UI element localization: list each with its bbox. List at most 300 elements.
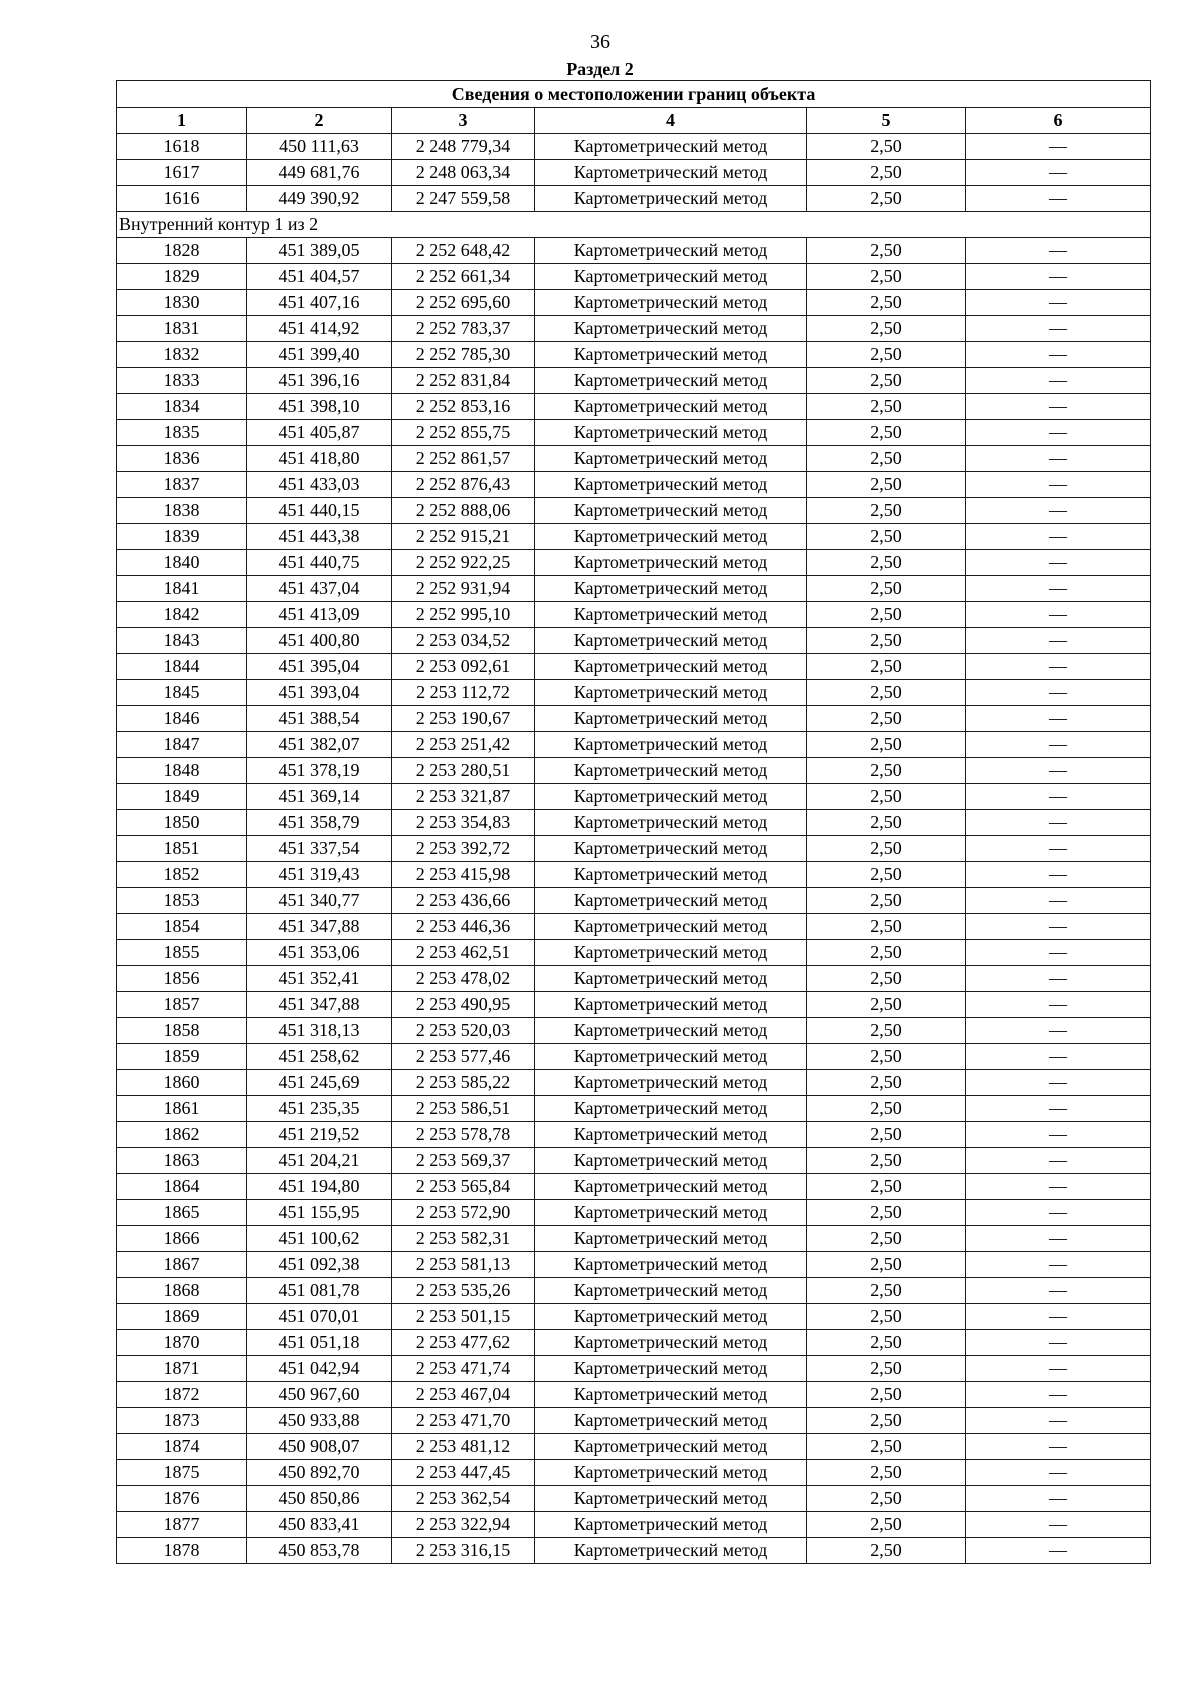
y-coordinate-cell: 2 253 316,15: [392, 1538, 535, 1564]
method-cell: Картометрический метод: [535, 342, 807, 368]
accuracy-cell: 2,50: [807, 784, 966, 810]
contour-section: [117, 212, 1151, 238]
description-cell: —: [966, 238, 1151, 264]
accuracy-cell: 2,50: [807, 160, 966, 186]
method-cell: Картометрический метод: [535, 628, 807, 654]
accuracy-cell: 2,50: [807, 1148, 966, 1174]
x-coordinate-cell: 451 235,35: [247, 1096, 392, 1122]
table-row: [117, 264, 1151, 290]
method-cell: Картометрический метод: [535, 576, 807, 602]
table-row: [117, 1434, 1151, 1460]
table-row: [117, 368, 1151, 394]
x-coordinate-cell: 451 051,18: [247, 1330, 392, 1356]
point-number-cell: 1829: [117, 264, 247, 290]
accuracy-cell: 2,50: [807, 914, 966, 940]
contour-label-row: [117, 212, 1151, 238]
method-cell: Картометрический метод: [535, 368, 807, 394]
method-cell: Картометрический метод: [535, 1356, 807, 1382]
description-cell: —: [966, 602, 1151, 628]
y-coordinate-cell: 2 247 559,58: [392, 186, 535, 212]
accuracy-cell: 2,50: [807, 758, 966, 784]
y-coordinate-cell: 2 253 322,94: [392, 1512, 535, 1538]
description-cell: —: [966, 1018, 1151, 1044]
table-row: [117, 238, 1151, 264]
point-number-cell: 1832: [117, 342, 247, 368]
method-cell: Картометрический метод: [535, 992, 807, 1018]
description-cell: —: [966, 1252, 1151, 1278]
method-cell: Картометрический метод: [535, 966, 807, 992]
x-coordinate-cell: 451 353,06: [247, 940, 392, 966]
point-number-cell: 1830: [117, 290, 247, 316]
x-coordinate-cell: 451 319,43: [247, 862, 392, 888]
accuracy-cell: 2,50: [807, 1486, 966, 1512]
description-cell: —: [966, 1044, 1151, 1070]
y-coordinate-cell: 2 253 520,03: [392, 1018, 535, 1044]
y-coordinate-cell: 2 253 565,84: [392, 1174, 535, 1200]
description-cell: —: [966, 186, 1151, 212]
description-cell: —: [966, 732, 1151, 758]
description-cell: —: [966, 1330, 1151, 1356]
accuracy-cell: 2,50: [807, 992, 966, 1018]
accuracy-cell: 2,50: [807, 1512, 966, 1538]
table-row: [117, 628, 1151, 654]
accuracy-cell: 2,50: [807, 420, 966, 446]
table-row: [117, 1382, 1151, 1408]
y-coordinate-cell: 2 252 785,30: [392, 342, 535, 368]
table-row: [117, 680, 1151, 706]
method-cell: Картометрический метод: [535, 680, 807, 706]
description-cell: —: [966, 420, 1151, 446]
description-cell: —: [966, 1070, 1151, 1096]
description-cell: —: [966, 628, 1151, 654]
point-number-cell: 1875: [117, 1460, 247, 1486]
accuracy-cell: 2,50: [807, 1252, 966, 1278]
y-coordinate-cell: 2 248 779,34: [392, 134, 535, 160]
table-row: [117, 836, 1151, 862]
table-row: [117, 1486, 1151, 1512]
y-coordinate-cell: 2 252 888,06: [392, 498, 535, 524]
point-number-cell: 1876: [117, 1486, 247, 1512]
x-coordinate-cell: 451 340,77: [247, 888, 392, 914]
method-cell: Картометрический метод: [535, 810, 807, 836]
description-cell: —: [966, 1278, 1151, 1304]
point-number-cell: 1864: [117, 1174, 247, 1200]
description-cell: —: [966, 1486, 1151, 1512]
page-number: 36: [590, 31, 610, 53]
contour-label: Внутренний контур 1 из 2: [117, 212, 1151, 238]
y-coordinate-cell: 2 252 922,25: [392, 550, 535, 576]
accuracy-cell: 2,50: [807, 966, 966, 992]
y-coordinate-cell: 2 253 577,46: [392, 1044, 535, 1070]
y-coordinate-cell: 2 252 831,84: [392, 368, 535, 394]
x-coordinate-cell: 451 042,94: [247, 1356, 392, 1382]
table-row: [117, 1122, 1151, 1148]
table-row: [117, 784, 1151, 810]
accuracy-cell: 2,50: [807, 836, 966, 862]
method-cell: Картометрический метод: [535, 1070, 807, 1096]
method-cell: Картометрический метод: [535, 888, 807, 914]
column-header: 2: [247, 108, 392, 134]
table-caption: Сведения о местоположении границ объекта: [117, 81, 1151, 108]
method-cell: Картометрический метод: [535, 758, 807, 784]
method-cell: Картометрический метод: [535, 1408, 807, 1434]
point-number-cell: 1837: [117, 472, 247, 498]
accuracy-cell: 2,50: [807, 1382, 966, 1408]
method-cell: Картометрический метод: [535, 914, 807, 940]
accuracy-cell: 2,50: [807, 316, 966, 342]
point-number-cell: 1872: [117, 1382, 247, 1408]
table-row: [117, 654, 1151, 680]
y-coordinate-cell: 2 253 578,78: [392, 1122, 535, 1148]
point-number-cell: 1861: [117, 1096, 247, 1122]
table-row: [117, 394, 1151, 420]
method-cell: Картометрический метод: [535, 316, 807, 342]
accuracy-cell: 2,50: [807, 134, 966, 160]
accuracy-cell: 2,50: [807, 264, 966, 290]
x-coordinate-cell: 450 833,41: [247, 1512, 392, 1538]
y-coordinate-cell: 2 253 478,02: [392, 966, 535, 992]
description-cell: —: [966, 160, 1151, 186]
x-coordinate-cell: 451 400,80: [247, 628, 392, 654]
x-coordinate-cell: 451 194,80: [247, 1174, 392, 1200]
description-cell: —: [966, 1512, 1151, 1538]
table-row: [117, 966, 1151, 992]
accuracy-cell: 2,50: [807, 1070, 966, 1096]
table-row: [117, 1278, 1151, 1304]
description-cell: —: [966, 992, 1151, 1018]
y-coordinate-cell: 2 253 092,61: [392, 654, 535, 680]
x-coordinate-cell: 451 378,19: [247, 758, 392, 784]
x-coordinate-cell: 451 369,14: [247, 784, 392, 810]
y-coordinate-cell: 2 253 112,72: [392, 680, 535, 706]
y-coordinate-cell: 2 252 648,42: [392, 238, 535, 264]
table-row: [117, 1330, 1151, 1356]
table-row: [117, 1408, 1151, 1434]
method-cell: Картометрический метод: [535, 1200, 807, 1226]
x-coordinate-cell: 451 393,04: [247, 680, 392, 706]
point-number-cell: 1852: [117, 862, 247, 888]
method-cell: Картометрический метод: [535, 420, 807, 446]
method-cell: Картометрический метод: [535, 654, 807, 680]
y-coordinate-cell: 2 253 501,15: [392, 1304, 535, 1330]
table-row: [117, 186, 1151, 212]
y-coordinate-cell: 2 253 462,51: [392, 940, 535, 966]
table-row: [117, 914, 1151, 940]
description-cell: —: [966, 316, 1151, 342]
point-number-cell: 1617: [117, 160, 247, 186]
point-number-cell: 1840: [117, 550, 247, 576]
accuracy-cell: 2,50: [807, 732, 966, 758]
table-row: [117, 134, 1151, 160]
point-number-cell: 1836: [117, 446, 247, 472]
table-caption-row: [117, 81, 1151, 108]
x-coordinate-cell: 451 414,92: [247, 316, 392, 342]
x-coordinate-cell: 450 908,07: [247, 1434, 392, 1460]
table-row: [117, 732, 1151, 758]
table-row: [117, 940, 1151, 966]
description-cell: —: [966, 1200, 1151, 1226]
y-coordinate-cell: 2 252 695,60: [392, 290, 535, 316]
point-number-cell: 1848: [117, 758, 247, 784]
accuracy-cell: 2,50: [807, 1356, 966, 1382]
table-row: [117, 342, 1151, 368]
description-cell: —: [966, 576, 1151, 602]
boundary-coordinates-table: [116, 80, 1151, 1564]
method-cell: Картометрический метод: [535, 1044, 807, 1070]
point-number-cell: 1873: [117, 1408, 247, 1434]
table-row: [117, 420, 1151, 446]
x-coordinate-cell: 451 258,62: [247, 1044, 392, 1070]
point-number-cell: 1874: [117, 1434, 247, 1460]
table-row: [117, 316, 1151, 342]
method-cell: Картометрический метод: [535, 1252, 807, 1278]
y-coordinate-cell: 2 253 392,72: [392, 836, 535, 862]
accuracy-cell: 2,50: [807, 1434, 966, 1460]
x-coordinate-cell: 451 407,16: [247, 290, 392, 316]
accuracy-cell: 2,50: [807, 1330, 966, 1356]
x-coordinate-cell: 451 100,62: [247, 1226, 392, 1252]
table-row: [117, 992, 1151, 1018]
description-cell: —: [966, 1382, 1151, 1408]
accuracy-cell: 2,50: [807, 1200, 966, 1226]
x-coordinate-cell: 451 219,52: [247, 1122, 392, 1148]
accuracy-cell: 2,50: [807, 1018, 966, 1044]
y-coordinate-cell: 2 252 855,75: [392, 420, 535, 446]
point-number-cell: 1841: [117, 576, 247, 602]
table-row: [117, 888, 1151, 914]
point-number-cell: 1849: [117, 784, 247, 810]
accuracy-cell: 2,50: [807, 602, 966, 628]
x-coordinate-cell: 450 933,88: [247, 1408, 392, 1434]
accuracy-cell: 2,50: [807, 1044, 966, 1070]
y-coordinate-cell: 2 253 477,62: [392, 1330, 535, 1356]
method-cell: Картометрический метод: [535, 940, 807, 966]
description-cell: —: [966, 550, 1151, 576]
x-coordinate-cell: 451 070,01: [247, 1304, 392, 1330]
description-cell: —: [966, 1356, 1151, 1382]
description-cell: —: [966, 680, 1151, 706]
method-cell: Картометрический метод: [535, 472, 807, 498]
description-cell: —: [966, 524, 1151, 550]
table-row: [117, 706, 1151, 732]
y-coordinate-cell: 2 252 661,34: [392, 264, 535, 290]
x-coordinate-cell: 451 245,69: [247, 1070, 392, 1096]
y-coordinate-cell: 2 253 190,67: [392, 706, 535, 732]
accuracy-cell: 2,50: [807, 238, 966, 264]
x-coordinate-cell: 451 389,05: [247, 238, 392, 264]
accuracy-cell: 2,50: [807, 810, 966, 836]
y-coordinate-cell: 2 253 321,87: [392, 784, 535, 810]
accuracy-cell: 2,50: [807, 1460, 966, 1486]
description-cell: —: [966, 1096, 1151, 1122]
description-cell: —: [966, 1408, 1151, 1434]
point-number-cell: 1863: [117, 1148, 247, 1174]
accuracy-cell: 2,50: [807, 680, 966, 706]
y-coordinate-cell: 2 253 490,95: [392, 992, 535, 1018]
point-number-cell: 1839: [117, 524, 247, 550]
description-cell: —: [966, 914, 1151, 940]
method-cell: Картометрический метод: [535, 1486, 807, 1512]
table-row: [117, 1148, 1151, 1174]
description-cell: —: [966, 1460, 1151, 1486]
y-coordinate-cell: 2 252 995,10: [392, 602, 535, 628]
description-cell: —: [966, 1174, 1151, 1200]
method-cell: Картометрический метод: [535, 1382, 807, 1408]
x-coordinate-cell: 451 155,95: [247, 1200, 392, 1226]
point-number-cell: 1847: [117, 732, 247, 758]
y-coordinate-cell: 2 253 362,54: [392, 1486, 535, 1512]
description-cell: —: [966, 836, 1151, 862]
x-coordinate-cell: 451 437,04: [247, 576, 392, 602]
table-row: [117, 1538, 1151, 1564]
description-cell: —: [966, 810, 1151, 836]
method-cell: Картометрический метод: [535, 836, 807, 862]
method-cell: Картометрический метод: [535, 1278, 807, 1304]
table-row: [117, 1044, 1151, 1070]
x-coordinate-cell: 451 440,15: [247, 498, 392, 524]
description-cell: —: [966, 394, 1151, 420]
point-number-cell: 1831: [117, 316, 247, 342]
x-coordinate-cell: 451 396,16: [247, 368, 392, 394]
description-cell: —: [966, 368, 1151, 394]
accuracy-cell: 2,50: [807, 524, 966, 550]
accuracy-cell: 2,50: [807, 1122, 966, 1148]
x-coordinate-cell: 451 347,88: [247, 992, 392, 1018]
accuracy-cell: 2,50: [807, 1304, 966, 1330]
accuracy-cell: 2,50: [807, 498, 966, 524]
accuracy-cell: 2,50: [807, 394, 966, 420]
y-coordinate-cell: 2 252 783,37: [392, 316, 535, 342]
x-coordinate-cell: 451 413,09: [247, 602, 392, 628]
accuracy-cell: 2,50: [807, 654, 966, 680]
point-number-cell: 1616: [117, 186, 247, 212]
description-cell: —: [966, 1538, 1151, 1564]
method-cell: Картометрический метод: [535, 264, 807, 290]
description-cell: —: [966, 1226, 1151, 1252]
method-cell: Картометрический метод: [535, 732, 807, 758]
point-number-cell: 1854: [117, 914, 247, 940]
method-cell: Картометрический метод: [535, 524, 807, 550]
x-coordinate-cell: 451 337,54: [247, 836, 392, 862]
description-cell: —: [966, 290, 1151, 316]
point-number-cell: 1845: [117, 680, 247, 706]
method-cell: Картометрический метод: [535, 1148, 807, 1174]
x-coordinate-cell: 451 382,07: [247, 732, 392, 758]
table-row: [117, 1252, 1151, 1278]
accuracy-cell: 2,50: [807, 368, 966, 394]
method-cell: Картометрический метод: [535, 160, 807, 186]
y-coordinate-cell: 2 253 034,52: [392, 628, 535, 654]
y-coordinate-cell: 2 253 447,45: [392, 1460, 535, 1486]
table-row: [117, 472, 1151, 498]
y-coordinate-cell: 2 253 481,12: [392, 1434, 535, 1460]
accuracy-cell: 2,50: [807, 862, 966, 888]
table-row: [117, 524, 1151, 550]
accuracy-cell: 2,50: [807, 290, 966, 316]
x-coordinate-cell: 449 681,76: [247, 160, 392, 186]
x-coordinate-cell: 450 111,63: [247, 134, 392, 160]
description-cell: —: [966, 654, 1151, 680]
x-coordinate-cell: 451 352,41: [247, 966, 392, 992]
point-number-cell: 1877: [117, 1512, 247, 1538]
table-row: [117, 862, 1151, 888]
method-cell: Картометрический метод: [535, 784, 807, 810]
point-number-cell: 1834: [117, 394, 247, 420]
y-coordinate-cell: 2 253 251,42: [392, 732, 535, 758]
x-coordinate-cell: 450 892,70: [247, 1460, 392, 1486]
method-cell: Картометрический метод: [535, 1122, 807, 1148]
accuracy-cell: 2,50: [807, 1278, 966, 1304]
y-coordinate-cell: 2 253 586,51: [392, 1096, 535, 1122]
method-cell: Картометрический метод: [535, 1512, 807, 1538]
description-cell: —: [966, 940, 1151, 966]
point-number-cell: 1868: [117, 1278, 247, 1304]
x-coordinate-cell: 451 204,21: [247, 1148, 392, 1174]
y-coordinate-cell: 2 253 585,22: [392, 1070, 535, 1096]
accuracy-cell: 2,50: [807, 1226, 966, 1252]
y-coordinate-cell: 2 253 415,98: [392, 862, 535, 888]
y-coordinate-cell: 2 252 861,57: [392, 446, 535, 472]
method-cell: Картометрический метод: [535, 290, 807, 316]
column-header: 3: [392, 108, 535, 134]
description-cell: —: [966, 784, 1151, 810]
table-row: [117, 1018, 1151, 1044]
point-number-cell: 1857: [117, 992, 247, 1018]
point-number-cell: 1871: [117, 1356, 247, 1382]
point-number-cell: 1846: [117, 706, 247, 732]
point-number-cell: 1878: [117, 1538, 247, 1564]
method-cell: Картометрический метод: [535, 238, 807, 264]
table-row: [117, 1460, 1151, 1486]
x-coordinate-cell: 451 347,88: [247, 914, 392, 940]
description-cell: —: [966, 498, 1151, 524]
point-number-cell: 1828: [117, 238, 247, 264]
point-number-cell: 1867: [117, 1252, 247, 1278]
leading-rows: [117, 134, 1151, 212]
x-coordinate-cell: 451 318,13: [247, 1018, 392, 1044]
point-number-cell: 1618: [117, 134, 247, 160]
y-coordinate-cell: 2 252 915,21: [392, 524, 535, 550]
accuracy-cell: 2,50: [807, 940, 966, 966]
method-cell: Картометрический метод: [535, 602, 807, 628]
point-number-cell: 1853: [117, 888, 247, 914]
table-row: [117, 602, 1151, 628]
y-coordinate-cell: 2 253 280,51: [392, 758, 535, 784]
method-cell: Картометрический метод: [535, 1226, 807, 1252]
point-number-cell: 1870: [117, 1330, 247, 1356]
method-cell: Картометрический метод: [535, 1304, 807, 1330]
point-number-cell: 1860: [117, 1070, 247, 1096]
x-coordinate-cell: 451 440,75: [247, 550, 392, 576]
y-coordinate-cell: 2 253 436,66: [392, 888, 535, 914]
accuracy-cell: 2,50: [807, 576, 966, 602]
point-number-cell: 1862: [117, 1122, 247, 1148]
section-title: Раздел 2: [566, 59, 634, 79]
accuracy-cell: 2,50: [807, 1538, 966, 1564]
x-coordinate-cell: 451 092,38: [247, 1252, 392, 1278]
table-row: [117, 576, 1151, 602]
description-cell: —: [966, 1304, 1151, 1330]
table-row: [117, 1096, 1151, 1122]
y-coordinate-cell: 2 253 467,04: [392, 1382, 535, 1408]
point-number-cell: 1851: [117, 836, 247, 862]
point-number-cell: 1844: [117, 654, 247, 680]
description-cell: —: [966, 342, 1151, 368]
x-coordinate-cell: 451 418,80: [247, 446, 392, 472]
point-number-cell: 1850: [117, 810, 247, 836]
accuracy-cell: 2,50: [807, 1096, 966, 1122]
table-row: [117, 550, 1151, 576]
